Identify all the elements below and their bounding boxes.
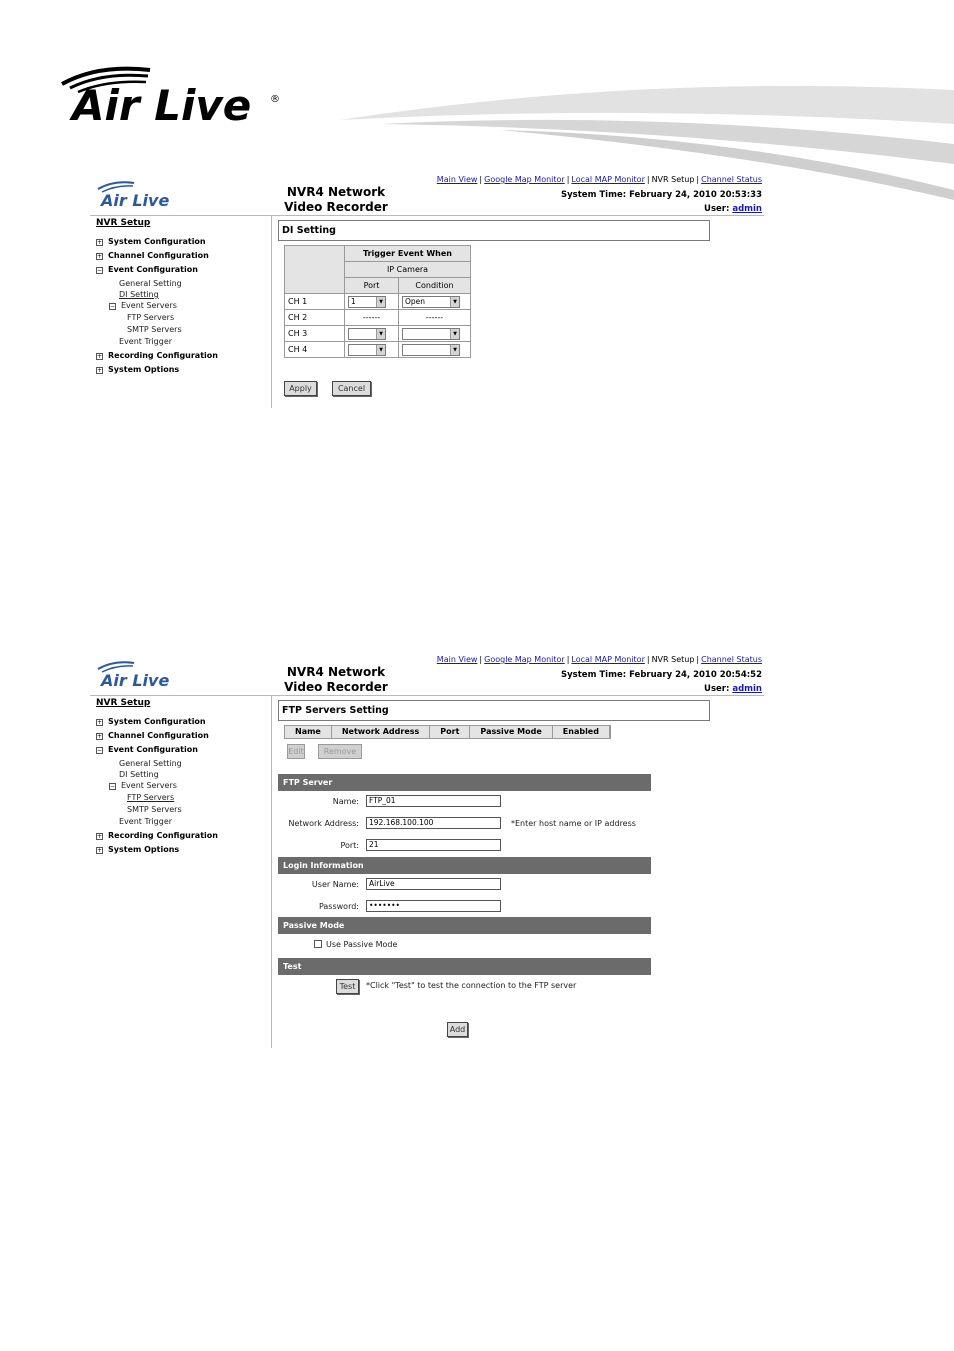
sidebar-item-recording-configuration[interactable]: + Recording Configuration — [97, 351, 218, 360]
di-table — [284, 245, 471, 358]
sidebar-item-system-configuration[interactable]: + System Configuration — [97, 237, 206, 246]
row-channel: CH 4 — [285, 342, 345, 358]
nav-google-map-monitor[interactable]: Google Map Monitor — [484, 655, 565, 664]
sidebar-item-event-trigger[interactable]: Event Trigger — [119, 817, 173, 826]
nav-main-view[interactable]: Main View — [436, 175, 478, 184]
passive-mode-option[interactable]: Use Passive Mode — [314, 940, 397, 949]
table-row — [285, 310, 471, 326]
edit-button[interactable]: Edit — [287, 744, 305, 759]
sidebar-item-event-servers[interactable]: − Event Servers — [110, 781, 177, 790]
col-passive-mode: Passive Mode — [470, 726, 552, 738]
ftp-servers-screenshot — [90, 652, 764, 1048]
sidebar-item-recording-configuration[interactable]: + Recording Configuration — [97, 831, 218, 840]
di-setting-screenshot — [90, 172, 764, 408]
svg-text:®: ® — [270, 94, 280, 105]
main-content — [272, 696, 764, 1048]
airlive-logo — [58, 62, 288, 128]
header-trigger: Trigger Event When — [345, 246, 471, 262]
nav-channel-status[interactable]: Channel Status — [701, 175, 762, 184]
col-condition: Condition — [399, 278, 471, 294]
top-nav: Main View | Google Map Monitor | Local MAP Monitor | NVR Setup | Channel Status — [436, 175, 762, 184]
login-information-section: Login Information — [278, 857, 651, 874]
system-time: System Time: February 24, 2010 20:53:33 — [561, 190, 762, 200]
app-header — [90, 172, 764, 216]
sidebar-item-smtp-servers[interactable]: SMTP Servers — [127, 325, 182, 334]
user-info: User: admin — [704, 204, 762, 214]
table-row — [285, 294, 471, 310]
col-port: Port — [430, 726, 470, 738]
expand-icon[interactable]: + — [97, 847, 103, 854]
expand-icon[interactable]: + — [97, 733, 103, 740]
dropdown-arrow-icon[interactable]: ▼ — [450, 345, 459, 355]
table-row — [285, 342, 471, 358]
top-nav: Main View | Google Map Monitor | Local MAP Monitor | NVR Setup | Channel Status — [436, 655, 762, 664]
nav-local-map-monitor[interactable]: Local MAP Monitor — [571, 175, 645, 184]
nav-channel-status[interactable]: Channel Status — [701, 655, 762, 664]
svg-text:Air Live: Air Live — [72, 81, 252, 128]
port-select[interactable] — [348, 344, 386, 356]
sidebar-item-general-setting[interactable]: General Setting — [119, 759, 182, 768]
sidebar-item-channel-configuration[interactable]: + Channel Configuration — [97, 731, 209, 740]
test-button[interactable]: Test — [336, 979, 359, 994]
port-input[interactable]: 21 — [366, 839, 501, 851]
nav-nvr-setup[interactable]: NVR Setup — [651, 175, 695, 184]
address-hint: *Enter host name or IP address — [511, 819, 636, 828]
nav-nvr-setup[interactable]: NVR Setup — [651, 655, 695, 664]
sidebar-item-channel-configuration[interactable]: + Channel Configuration — [97, 251, 209, 260]
sidebar — [90, 216, 271, 408]
product-title: NVR4 Network Video Recorder — [284, 665, 388, 694]
port-label: Port: — [340, 841, 359, 850]
section-title: DI Setting — [278, 220, 710, 241]
user-name-input[interactable]: AirLive — [366, 878, 501, 890]
user-link[interactable]: admin — [732, 204, 762, 214]
row-channel: CH 1 — [285, 294, 345, 310]
condition-select[interactable]: Open ▼ — [402, 296, 460, 308]
sidebar-item-event-servers[interactable]: − Event Servers — [110, 301, 177, 310]
sidebar-item-smtp-servers[interactable]: SMTP Servers — [127, 805, 182, 814]
dropdown-arrow-icon[interactable]: ▼ — [376, 345, 385, 355]
name-label: Name: — [332, 797, 359, 806]
user-name-label: User Name: — [311, 880, 359, 889]
dropdown-arrow-icon[interactable]: ▼ — [450, 329, 459, 339]
row-channel: CH 2 — [285, 310, 345, 326]
sidebar-item-system-configuration[interactable]: + System Configuration — [97, 717, 206, 726]
port-select[interactable]: 1 ▼ — [348, 296, 386, 308]
main-content — [272, 216, 764, 408]
col-port: Port — [345, 278, 399, 294]
collapse-icon[interactable]: − — [110, 783, 116, 790]
nav-google-map-monitor[interactable]: Google Map Monitor — [484, 175, 565, 184]
dropdown-arrow-icon[interactable]: ▼ — [376, 329, 385, 339]
sidebar-item-event-configuration[interactable]: − Event Configuration — [97, 265, 198, 274]
col-name: Name — [285, 726, 332, 738]
port-select[interactable] — [348, 328, 386, 340]
collapse-icon[interactable]: − — [110, 303, 116, 310]
condition-select[interactable] — [402, 328, 460, 340]
sidebar-item-di-setting[interactable]: DI Setting — [119, 290, 159, 299]
name-input[interactable]: FTP_01 — [366, 795, 501, 807]
passive-mode-checkbox[interactable] — [314, 940, 322, 948]
expand-icon[interactable]: + — [97, 367, 103, 374]
sidebar-item-ftp-servers[interactable]: FTP Servers — [127, 313, 175, 322]
password-label: Password: — [318, 902, 359, 911]
table-corner — [285, 246, 345, 294]
collapse-icon[interactable]: − — [97, 747, 103, 754]
password-input[interactable]: ••••••• — [366, 900, 501, 912]
row-channel: CH 3 — [285, 326, 345, 342]
expand-icon[interactable]: + — [97, 253, 103, 260]
col-enabled: Enabled — [553, 726, 610, 738]
collapse-icon[interactable]: − — [97, 267, 103, 274]
airlive-mini-logo — [96, 659, 188, 689]
ftp-server-list-header — [284, 725, 611, 739]
dropdown-arrow-icon[interactable]: ▼ — [450, 297, 459, 307]
sidebar-item-system-options[interactable]: + System Options — [97, 845, 180, 854]
sidebar-item-ftp-servers[interactable]: FTP Servers — [127, 793, 175, 802]
sidebar — [90, 696, 271, 1048]
sidebar-item-general-setting[interactable]: General Setting — [119, 279, 182, 288]
nav-main-view[interactable]: Main View — [436, 655, 478, 664]
network-address-input[interactable]: 192.168.100.100 — [366, 817, 501, 829]
user-info: User: admin — [704, 684, 762, 694]
table-row — [285, 326, 471, 342]
cancel-button[interactable]: Cancel — [332, 381, 371, 396]
svg-text:Air Live: Air Live — [101, 671, 170, 689]
test-section: Test — [278, 958, 651, 975]
sidebar-item-system-options[interactable]: + System Options — [97, 365, 180, 374]
dropdown-arrow-icon[interactable]: ▼ — [376, 297, 385, 307]
user-link[interactable]: admin — [732, 684, 762, 694]
passive-mode-section: Passive Mode — [278, 917, 651, 934]
nav-local-map-monitor[interactable]: Local MAP Monitor — [571, 655, 645, 664]
sidebar-item-di-setting[interactable]: DI Setting — [119, 770, 159, 779]
header-ip-camera: IP Camera — [345, 262, 471, 278]
airlive-mini-logo — [96, 179, 188, 209]
expand-icon[interactable]: + — [97, 719, 103, 726]
add-button[interactable]: Add — [447, 1022, 468, 1037]
network-address-label: Network Address: — [288, 819, 359, 828]
apply-button[interactable]: Apply — [284, 381, 317, 396]
condition-value: ------ — [399, 310, 471, 326]
expand-icon[interactable]: + — [97, 833, 103, 840]
expand-icon[interactable]: + — [97, 239, 103, 246]
app-header — [90, 652, 764, 696]
ftp-server-section: FTP Server — [278, 774, 651, 791]
expand-icon[interactable]: + — [97, 353, 103, 360]
sidebar-item-event-configuration[interactable]: − Event Configuration — [97, 745, 198, 754]
product-title: NVR4 Network Video Recorder — [284, 185, 388, 214]
port-value: ------ — [345, 310, 399, 326]
sidebar-item-event-trigger[interactable]: Event Trigger — [119, 337, 173, 346]
condition-select[interactable] — [402, 344, 460, 356]
sidebar-heading[interactable]: NVR Setup — [96, 218, 151, 228]
col-network-address: Network Address — [332, 726, 430, 738]
remove-button[interactable]: Remove — [318, 744, 362, 759]
system-time: System Time: February 24, 2010 20:54:52 — [561, 670, 762, 680]
test-hint: *Click "Test" to test the connection to the FTP server — [366, 981, 577, 990]
sidebar-heading[interactable]: NVR Setup — [96, 698, 151, 708]
svg-text:Air Live: Air Live — [101, 191, 170, 209]
section-title: FTP Servers Setting — [278, 700, 710, 721]
